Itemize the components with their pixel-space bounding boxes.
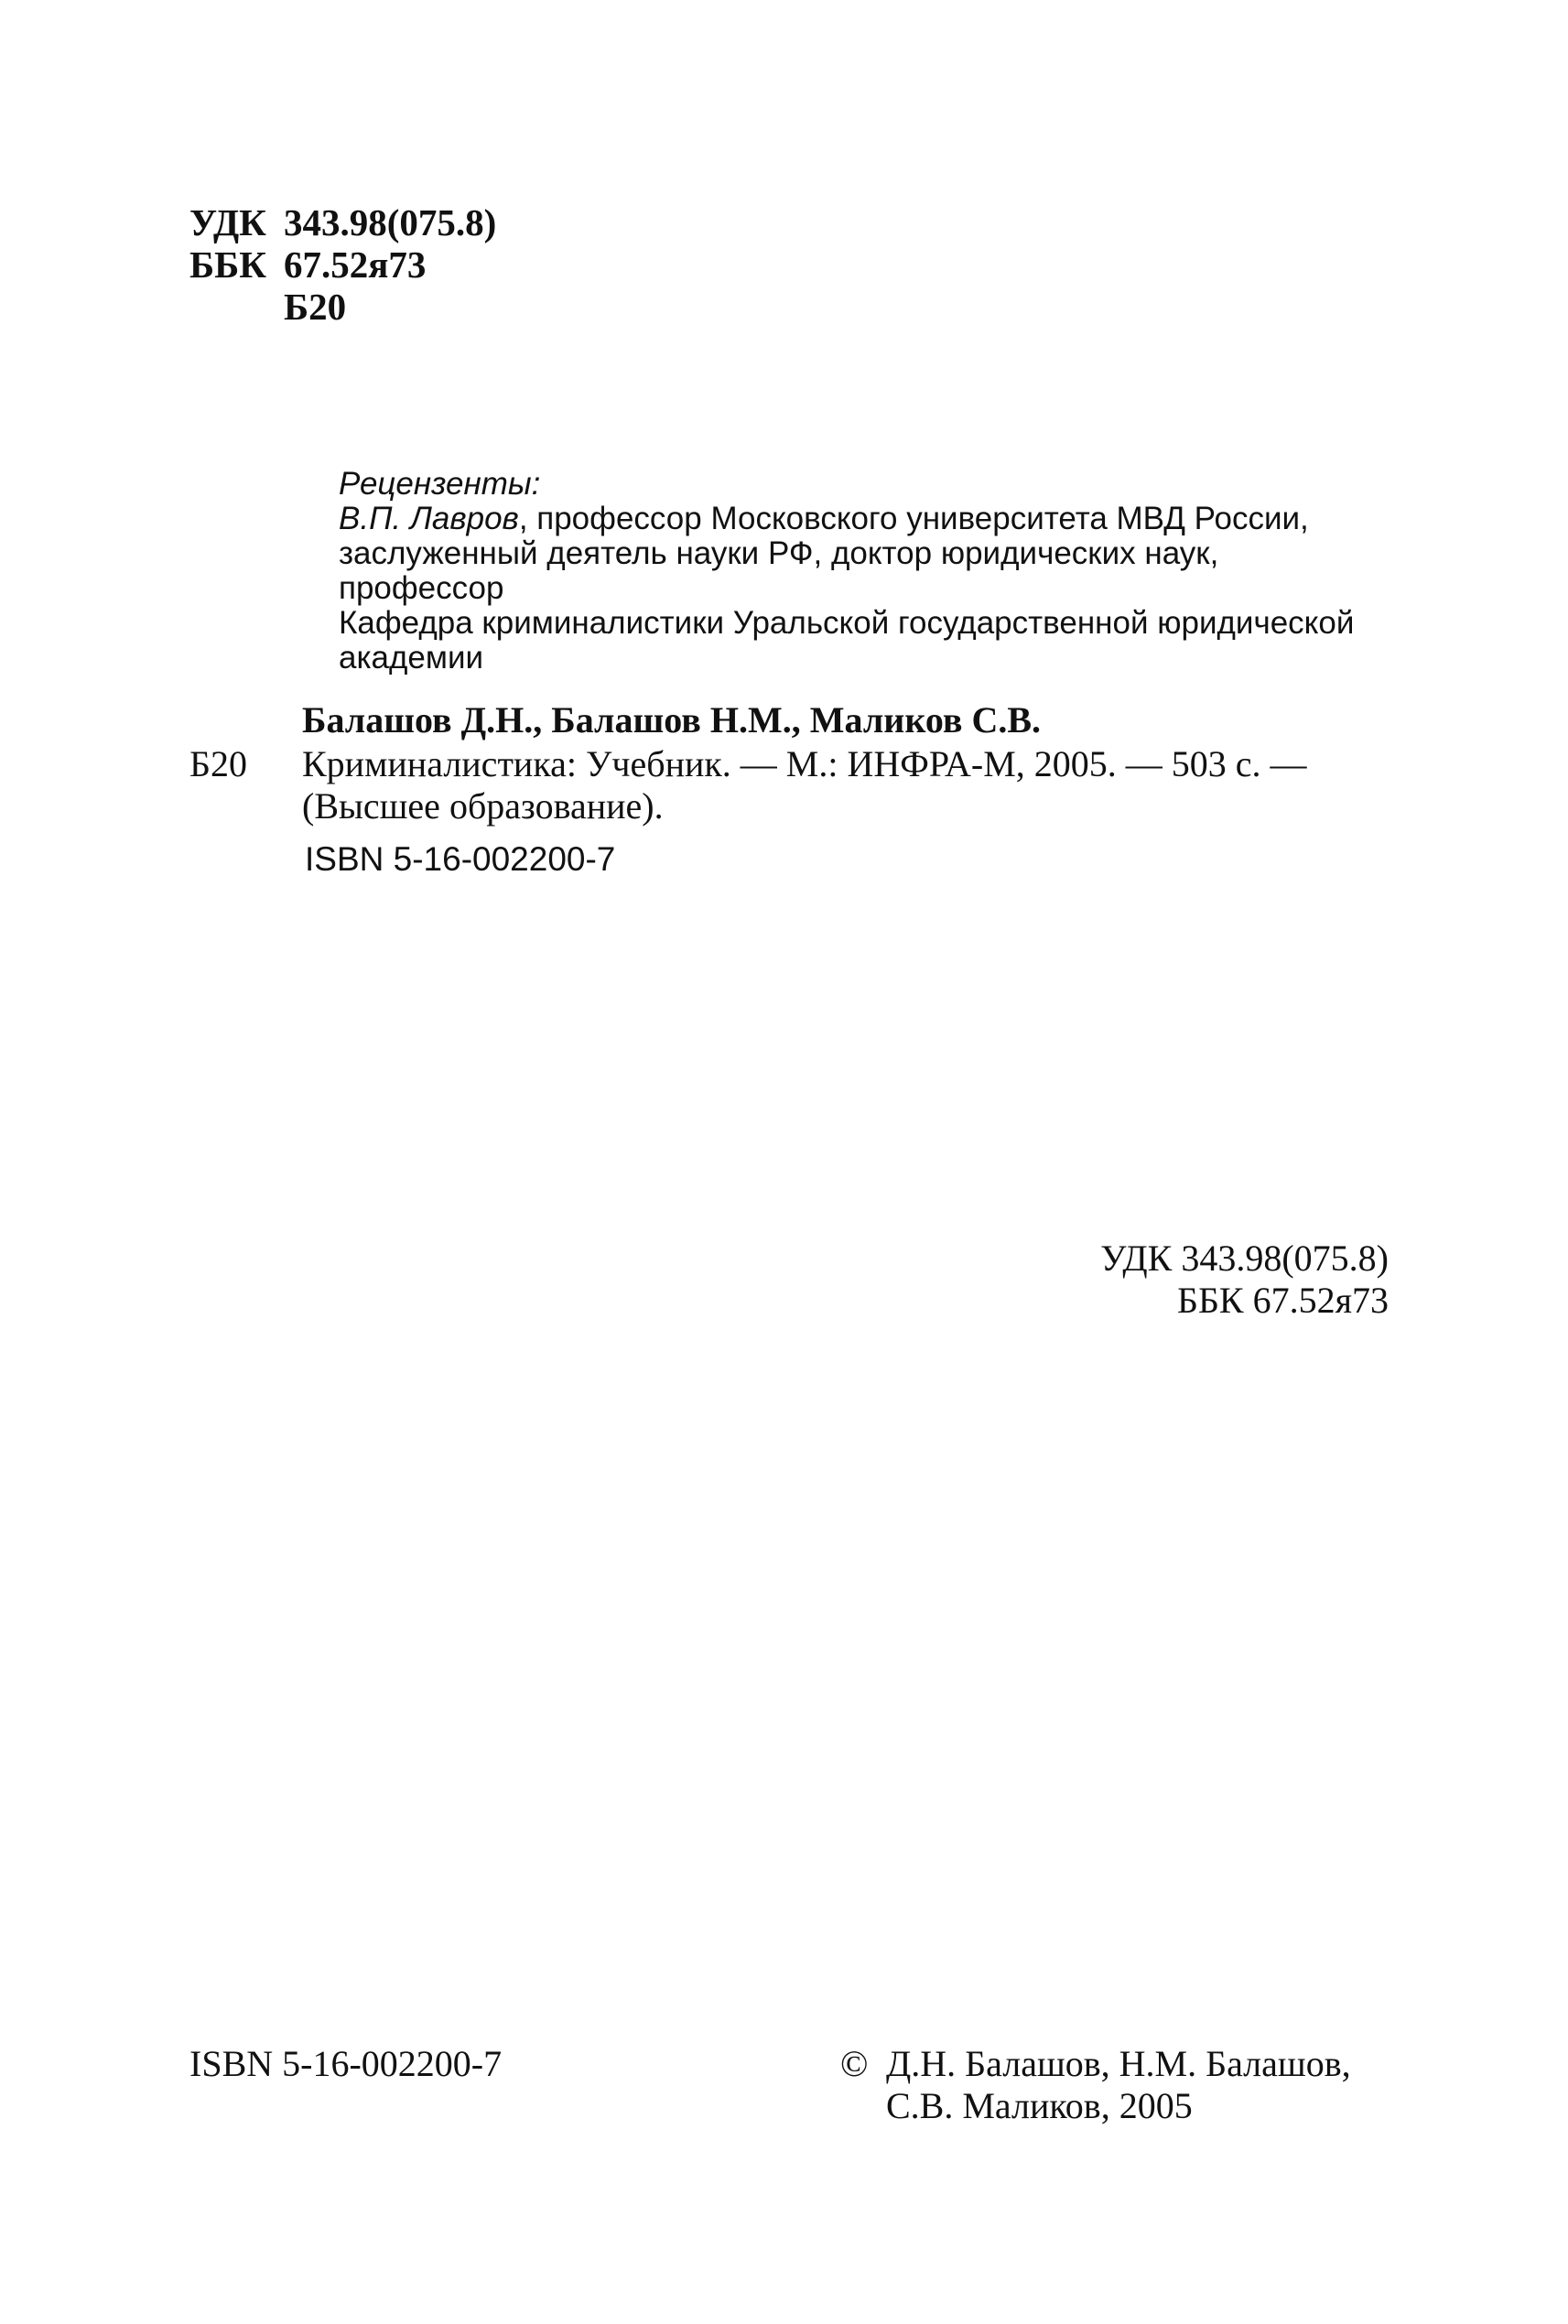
footer-isbn: ISBN 5-16-002200-7 — [189, 2043, 503, 2084]
bbk-row — [189, 243, 496, 286]
reviewer2-line1: Кафедра криминалистики Уральской государственной юридической — [339, 605, 1355, 641]
copyright-line2: С.В. Маликов, 2005 — [886, 2085, 1193, 2126]
entry-description — [302, 743, 1400, 827]
reviewer1-line3: профессор — [339, 570, 504, 606]
udk-label: УДК — [189, 201, 266, 243]
udk-row — [189, 201, 496, 243]
bbk-value: 67.52я73 — [284, 243, 427, 286]
author-mark-value: Б20 — [284, 286, 347, 328]
reviewer2-line2: академии — [339, 640, 484, 676]
classification-right-udk: УДК 343.98(075.8) — [1100, 1238, 1389, 1279]
author-mark — [189, 286, 496, 328]
entry-description-line2: (Высшее образование). — [302, 785, 664, 827]
entry-description-line1: Криминалистика: Учебник. — М.: ИНФРА-М, 2005. — 503 с. — — [302, 743, 1307, 784]
classification-right-bbk: ББК 67.52я73 — [1176, 1280, 1389, 1321]
udk-value: 343.98(075.8) — [284, 201, 497, 243]
entry-author-mark: Б20 — [189, 743, 247, 784]
reviewer1-name: В.П. Лавров — [339, 501, 519, 536]
classification-block — [189, 201, 496, 328]
bbk-label: ББК — [189, 243, 266, 286]
copyright-block — [840, 2043, 1351, 2127]
reviewer1-line1-rest: , профессор Московского университета МВД России, — [518, 501, 1309, 536]
reviewers-block — [339, 467, 1382, 676]
reviewer1-line2: заслуженный деятель науки РФ, доктор юридических наук, — [339, 535, 1219, 571]
copyright-sign: © — [840, 2043, 869, 2084]
entry-authors: Балашов Д.Н., Балашов Н.М., Маликов С.В. — [302, 699, 1042, 740]
reviewers-heading: Рецензенты: — [339, 466, 541, 502]
entry-isbn: ISBN 5-16-002200-7 — [305, 840, 616, 878]
copyright-line1 — [840, 2043, 1351, 2085]
reviewer1-line1 — [339, 502, 1382, 536]
copyright-line1-text: Д.Н. Балашов, Н.М. Балашов, — [886, 2043, 1351, 2084]
classification-right — [1100, 1238, 1389, 1322]
